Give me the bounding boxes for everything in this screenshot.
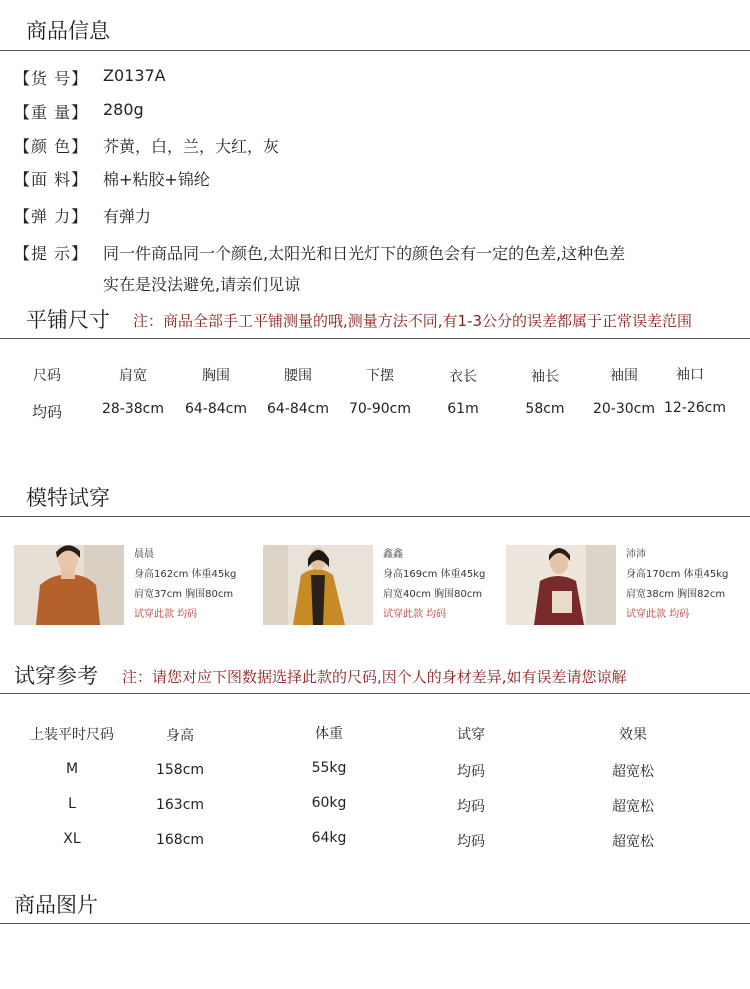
info-value-weight: 280g: [103, 100, 144, 119]
model-tried-size: 试穿此款 均码: [383, 609, 447, 620]
model-tried-size: 试穿此款 均码: [134, 609, 198, 620]
model-tried-size: 试穿此款 均码: [626, 609, 690, 620]
fit-header-weight: 体重: [315, 726, 343, 742]
size-value-sleeve-length: 58cm: [525, 401, 565, 417]
section-title-product-info: 商品信息: [26, 19, 110, 43]
model-photo-2: [263, 545, 373, 625]
size-header-chest: 胸围: [202, 368, 230, 384]
model-photo-3: [506, 545, 616, 625]
fit-row-3-tried: 均码: [457, 834, 485, 850]
size-value-waist: 64-84cm: [266, 401, 329, 417]
divider: [0, 516, 750, 517]
model-photo-1: [14, 545, 124, 625]
info-value-color: 芥黄，白，兰，大红，灰: [103, 137, 280, 156]
model-caption-3: [626, 545, 728, 625]
fit-header-height: 身高: [166, 728, 194, 744]
info-label-color: 【颜 色】: [14, 137, 89, 156]
model-measurements: 肩宽38cm 胸围82cm: [626, 589, 726, 600]
model-caption-2: [383, 545, 485, 625]
model-caption-1: [134, 545, 236, 625]
fit-row-1-effect: 超宽松: [612, 764, 654, 780]
model-measurements: 肩宽37cm 胸围80cm: [134, 589, 234, 600]
model-measurements: 肩宽40cm 胸围80cm: [383, 589, 483, 600]
size-value-size: 均码: [31, 403, 62, 421]
section-title-size-chart: 平铺尺寸: [26, 308, 110, 332]
size-header-hem: 下摆: [366, 368, 394, 384]
fit-row-1-size: M: [65, 761, 79, 777]
size-value-sleeve-width: 20-30cm: [592, 401, 655, 417]
fit-row-1-height: 158cm: [155, 762, 205, 778]
info-label-item-no: 【货 号】: [14, 69, 89, 88]
fit-row-2-size: L: [68, 796, 76, 812]
model-height-weight: 身高169cm 体重45kg: [383, 569, 486, 580]
fit-row-2-height: 163cm: [155, 797, 205, 813]
fit-row-3-effect: 超宽松: [612, 834, 654, 850]
divider: [0, 50, 750, 51]
divider: [0, 693, 750, 694]
info-label-weight: 【重 量】: [14, 103, 89, 122]
size-header-waist: 腰围: [284, 368, 312, 384]
model-name: 晨晨: [134, 549, 154, 560]
model-name: 沛沛: [626, 549, 646, 560]
section-title-model-fitting: 模特试穿: [26, 486, 110, 510]
info-value-tip: 同一件商品同一个颜色,太阳光和日光灯下的颜色会有一定的色差,这种色差: [103, 244, 626, 263]
size-header-size: 尺码: [33, 368, 61, 384]
fit-row-3-size: XL: [63, 831, 81, 847]
info-label-tip: 【提 示】: [14, 244, 89, 263]
size-chart-note: 注：商品全部手工平铺测量的哦,测量方法不同,有1-3公分的误差都属于正常误差范围: [133, 312, 693, 330]
size-value-hem: 70-90cm: [348, 401, 411, 417]
size-header-sleeve-length: 袖长: [531, 369, 559, 385]
section-title-product-images: 商品图片: [14, 893, 98, 917]
fit-header-effect: 效果: [619, 727, 647, 743]
size-value-chest: 64-84cm: [184, 401, 247, 417]
fit-header-tried: 试穿: [457, 727, 485, 743]
section-title-fit-reference: 试穿参考: [14, 664, 98, 688]
fit-row-2-weight: 60kg: [311, 795, 347, 811]
size-header-sleeve-width: 袖围: [610, 368, 638, 384]
size-header-length: 衣长: [449, 369, 477, 385]
divider: [0, 923, 750, 924]
size-value-shoulder: 28-38cm: [101, 401, 164, 417]
fit-row-3-weight: 64kg: [311, 830, 347, 846]
info-value-tip-line2: 实在是没法避免,请亲们见谅: [103, 275, 301, 294]
size-value-length: 61m: [447, 401, 479, 417]
model-name: 鑫鑫: [383, 549, 403, 560]
fit-header-usual-size: 上装平时尺码: [30, 727, 114, 743]
divider: [0, 338, 750, 339]
fit-row-3-height: 168cm: [155, 832, 205, 848]
size-header-shoulder: 肩宽: [119, 368, 147, 384]
info-label-fabric: 【面 料】: [14, 170, 89, 189]
info-value-elasticity: 有弹力: [103, 207, 152, 226]
info-value-fabric: 棉+粘胶+锦纶: [103, 170, 210, 189]
model-height-weight: 身高162cm 体重45kg: [134, 569, 237, 580]
size-value-cuff: 12-26cm: [663, 400, 726, 416]
info-label-elasticity: 【弹 力】: [14, 207, 89, 226]
fit-row-1-tried: 均码: [457, 764, 485, 780]
size-header-cuff: 袖口: [676, 367, 704, 383]
model-height-weight: 身高170cm 体重45kg: [626, 569, 729, 580]
info-value-item-no: Z0137A: [103, 66, 166, 85]
fit-reference-note: 注：请您对应下图数据选择此款的尺码,因个人的身材差异,如有误差请您谅解: [122, 668, 627, 686]
fit-row-2-tried: 均码: [457, 799, 485, 815]
fit-row-2-effect: 超宽松: [612, 799, 654, 815]
fit-row-1-weight: 55kg: [311, 760, 347, 776]
